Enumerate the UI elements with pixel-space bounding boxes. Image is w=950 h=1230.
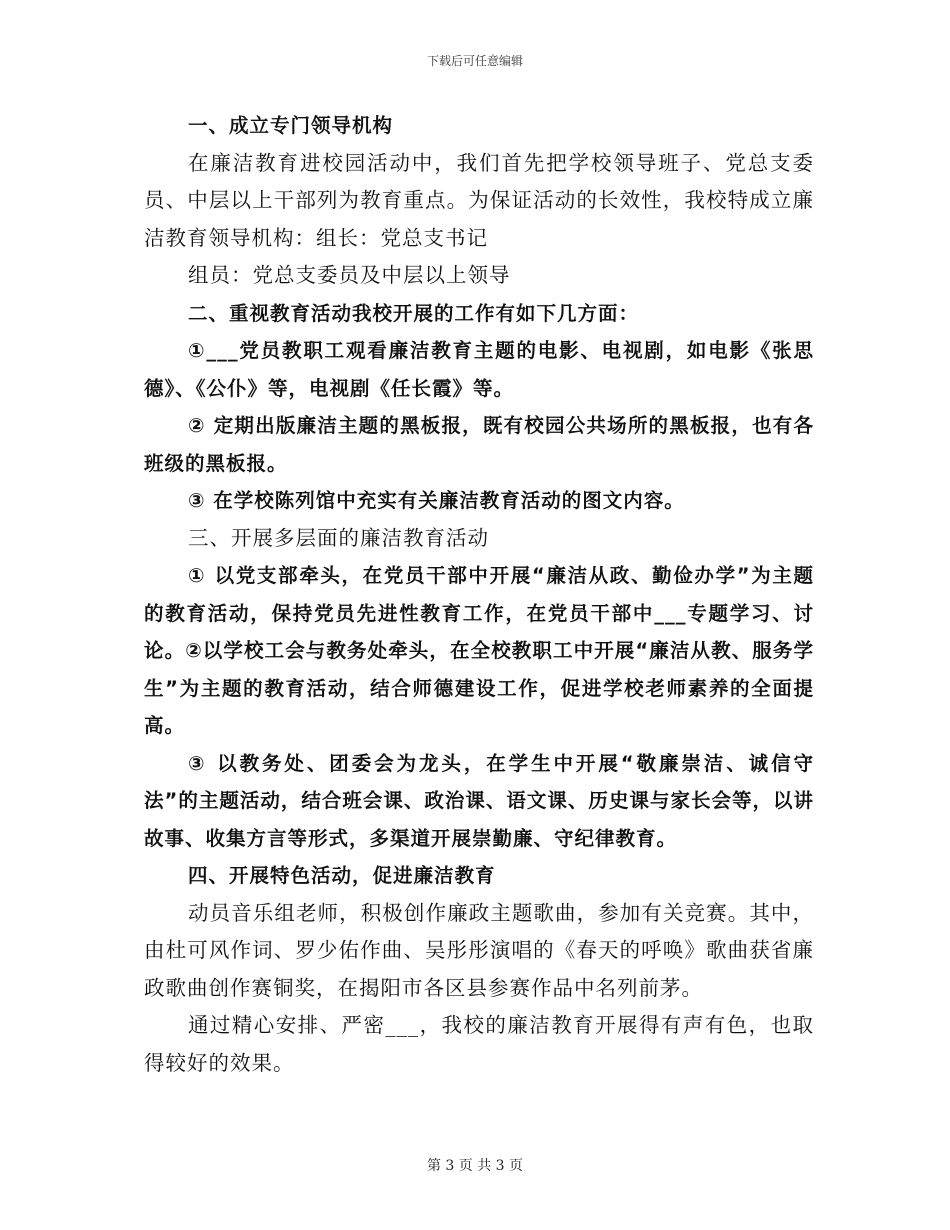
paragraph-item-1-films: ①___党员教职工观看廉洁教育主题的电影、电视剧，如电影《张思德》、《公仆》等，电视剧《任长霞》等。 [144, 339, 814, 400]
page-header-note: 下载后可任意编辑 [426, 54, 523, 68]
section-heading-4: 四、开展特色活动，促进廉洁教育 [188, 864, 496, 887]
paragraph-activities-party: ① 以党支部牵头，在党员干部中开展“廉洁从政、勤俭办学”为主题的教育活动，保持党员先进性教育工作，在党员干部中___专题学习、讨论。②以学校工会与教务处牵头，在全校教职工中开展“廉洁从教、服务学生”为主题的教育活动，结合师德建设工作，促进学校老师素养的全面提高。 [144, 564, 814, 737]
paragraph-item-3-exhibition: ③ 在学校陈列馆中充实有关廉洁教育活动的图文内容。 [188, 489, 685, 512]
section-heading-1: 一、成立专门领导机构 [188, 114, 394, 137]
paragraph-conclusion: 通过精心安排、严密___，我校的廉洁教育开展得有声有色，也取得较好的效果。 [144, 1013, 814, 1075]
document-body [144, 107, 814, 1082]
paragraph-item-2-blackboard: ② 定期出版廉洁主题的黑板报，既有校园公共场所的黑板报，也有各班级的黑板报。 [144, 414, 814, 475]
paragraph-music-activity: 动员音乐组老师，积极创作廉政主题歌曲，参加有关竞赛。其中，由杜可风作词、罗少佑作曲、吴彤彤演唱的《春天的呼唤》歌曲获省廉政歌曲创作赛铜奖，在揭阳市各区县参赛作品中名列前茅。 [144, 900, 814, 1000]
page-number: 第 3 页 共 3 页 [426, 1158, 524, 1174]
section-heading-3: 三、开展多层面的廉洁教育活动 [188, 525, 489, 550]
paragraph-activities-students: ③ 以教务处、团委会为龙头，在学生中开展“敬廉崇洁、诚信守法”的主题活动，结合班会课、政治课、语文课、历史课与家长会等，以讲故事、收集方言等形式，多渠道开展崇勤廉、守纪律教育。 [144, 751, 814, 850]
paragraph-leadership-body: 在廉洁教育进校园活动中，我们首先把学校领导班子、党总支委员、中层以上干部列为教育重点。为保证活动的长效性，我校特成立廉洁教育领导机构：组长：党总支书记 [144, 150, 814, 250]
section-heading-2: 二、重视教育活动我校开展的工作有如下几方面： [188, 301, 640, 325]
paragraph-members: 组员：党总支委员及中层以上领导 [188, 263, 511, 287]
